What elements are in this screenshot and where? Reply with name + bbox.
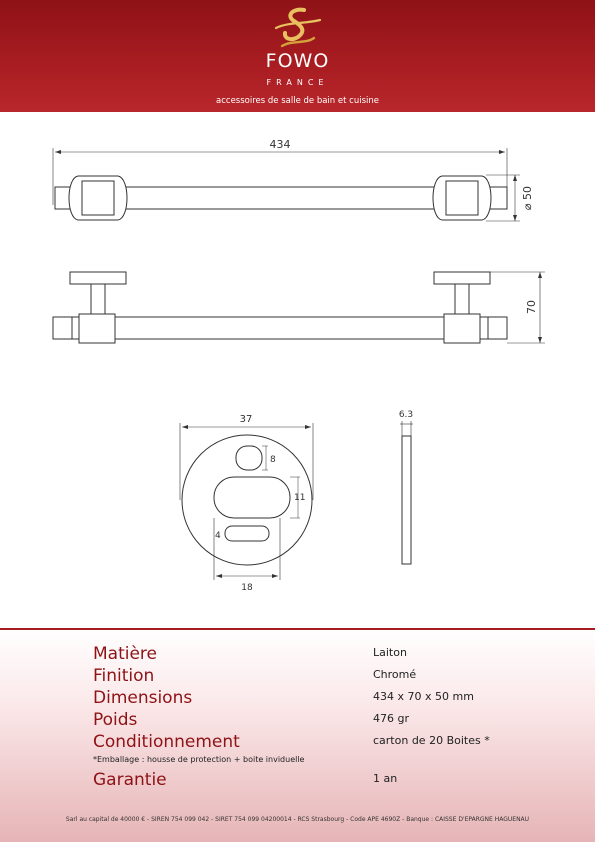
dim-slot-bottom-label: 4 [215, 531, 221, 541]
warranty-value: 1 an [373, 772, 398, 785]
fowo-logo-icon [270, 6, 326, 52]
material-value: Laiton [373, 646, 407, 659]
dim-oval-label: 11 [294, 493, 306, 503]
plate-side-view [400, 421, 413, 564]
brand-name: FOWO [265, 50, 330, 72]
dim-plate-width-label: 37 [239, 414, 253, 425]
material-label: Matière [93, 644, 158, 664]
packaging-note: *Emballage : housse de protection + boite inviduelle [93, 755, 305, 764]
legal-info: Sarl au capital de 40000 € - SIREN 754 099 042 - SIRET 754 099 04200014 - RCS Strasbourg - Code APE 4690Z - Banque : CAISSE D'EPARGNE HAGUENAU [65, 816, 530, 823]
packaging-label: Conditionnement [93, 732, 240, 752]
warranty-label: Garantie [93, 770, 167, 790]
top-view-bar [55, 176, 507, 220]
packaging-value: carton de 20 Boites * [373, 734, 490, 747]
dim-thickness-label: 6.3 [398, 410, 414, 420]
header-banner [0, 0, 595, 112]
brand-country: FRANCE [266, 78, 329, 87]
dim-depth-label: 70 [525, 300, 538, 314]
dim-slot-top-label: 8 [270, 455, 276, 465]
dim-diameter-label: ⌀ 50 [521, 185, 534, 211]
dim-length-label: 434 [269, 138, 291, 151]
weight-label: Poids [93, 710, 138, 730]
brand-tagline: accessoires de salle de bain et cuisine [216, 96, 379, 106]
weight-value: 476 gr [373, 712, 409, 725]
dimensions-label: Dimensions [93, 688, 193, 708]
dim-bottom-label: 18 [241, 583, 253, 593]
finish-value: Chromé [373, 668, 417, 681]
footer-divider [0, 628, 595, 630]
dimensions-value: 434 x 70 x 50 mm [373, 690, 474, 703]
finish-label: Finition [93, 666, 155, 686]
side-view-bar [53, 272, 507, 343]
spec-panel [0, 628, 595, 842]
technical-drawing [0, 112, 595, 622]
